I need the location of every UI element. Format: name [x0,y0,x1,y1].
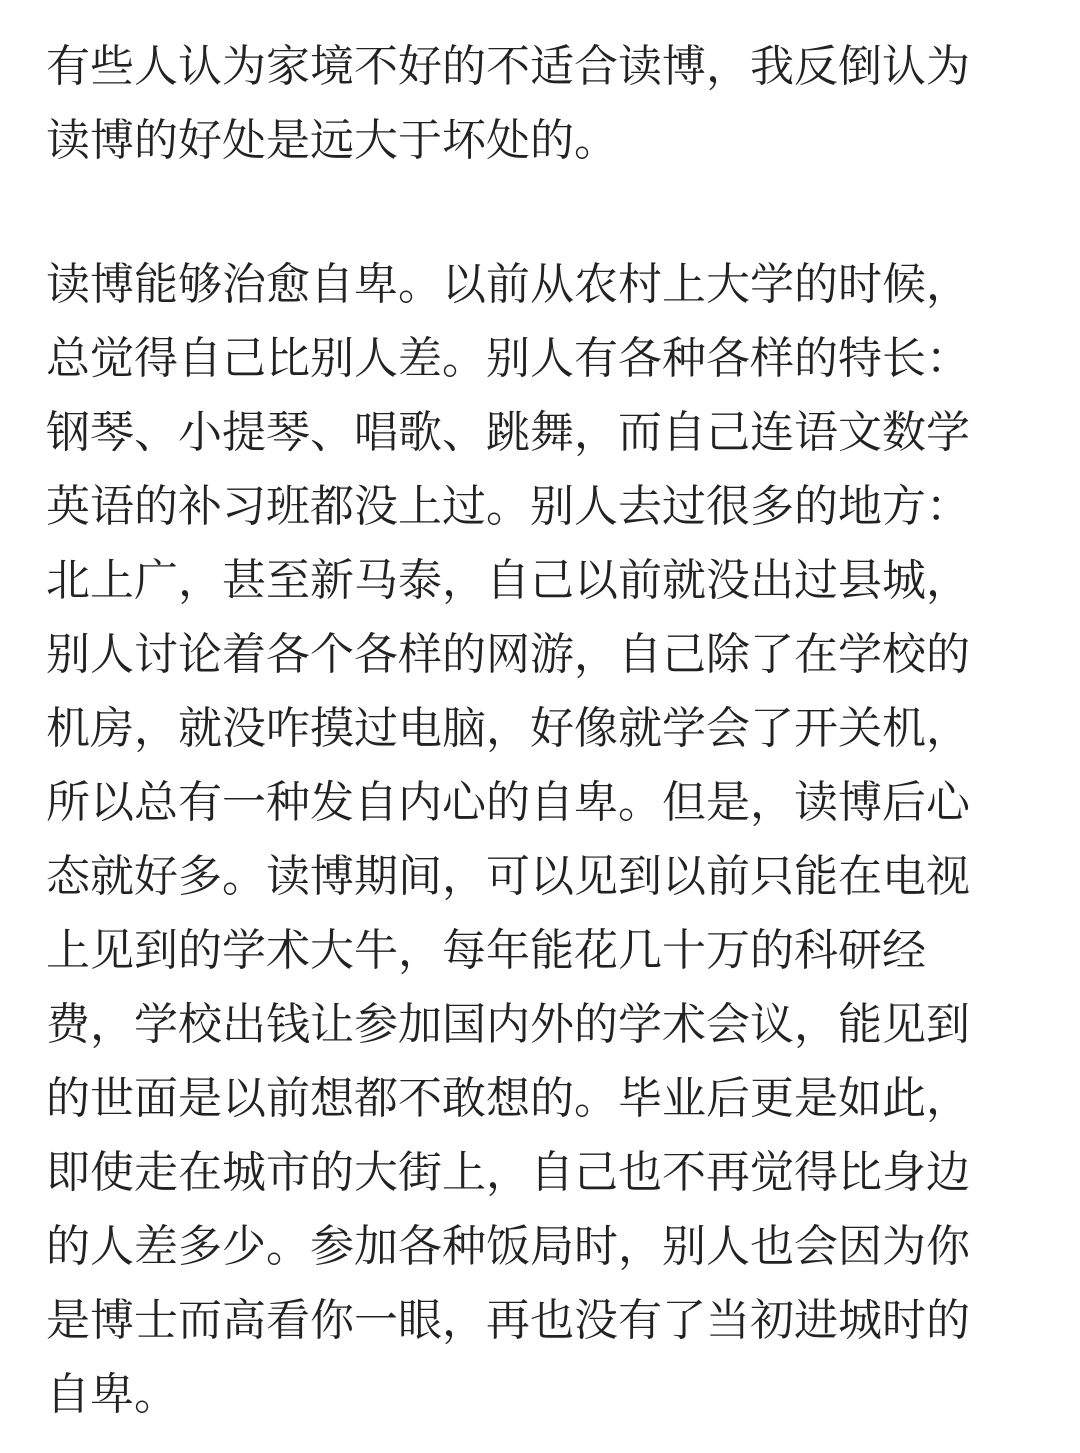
text-line: 的人差多少。参加各种饭局时，别人也会因为你 [46,1221,970,1272]
text-line: 的世面是以前想都不敢想的。毕业后更是如此， [46,1073,970,1124]
text-line: 别人讨论着各个各样的网游，自己除了在学校的 [46,629,970,680]
text-line: 英语的补习班都没上过。别人去过很多的地方： [46,481,970,532]
text-line: 自卑。 [46,1369,178,1420]
text-line: 机房，就没咋摸过电脑，好像就学会了开关机， [46,703,970,754]
text-line: 态就好多。读博期间，可以见到以前只能在电视 [46,851,970,902]
text-line: 读博的好处是远大于坏处的。 [46,115,618,166]
paragraph-intro [46,30,1034,178]
paragraph-body [46,248,1034,1432]
text-line: 有些人认为家境不好的不适合读博，我反倒认为 [46,41,970,92]
text-line: 上见到的学术大牛，每年能花几十万的科研经 [46,925,926,976]
paragraph-spacer [46,178,1034,248]
text-line: 费，学校出钱让参加国内外的学术会议，能见到 [46,999,970,1050]
text-line: 北上广，甚至新马泰，自己以前就没出过县城， [46,555,970,606]
text-line: 读博能够治愈自卑。以前从农村上大学的时候， [46,259,970,310]
text-line: 即使走在城市的大街上，自己也不再觉得比身边 [46,1147,970,1198]
text-line: 所以总有一种发自内心的自卑。但是，读博后心 [46,777,970,828]
text-line: 总觉得自己比别人差。别人有各种各样的特长： [46,333,970,384]
text-line: 钢琴、小提琴、唱歌、跳舞，而自己连语文数学 [46,407,970,458]
text-line: 是博士而高看你一眼，再也没有了当初进城时的 [46,1295,970,1346]
